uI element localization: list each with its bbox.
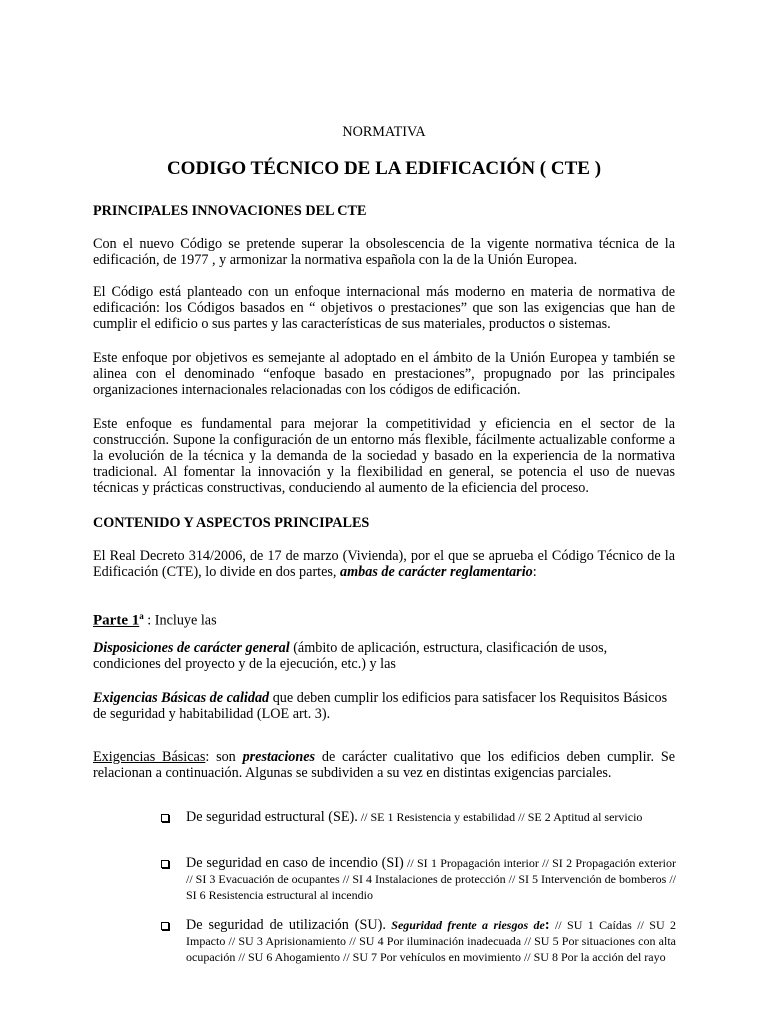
header-label: NORMATIVA: [342, 124, 426, 140]
disposiciones-emphasis: Disposiciones de carácter general: [93, 640, 290, 656]
list-item-text: [186, 917, 676, 965]
paragraph-parte-1: [93, 608, 675, 629]
exigencias-basicas-label: Exigencias Básicas: [93, 749, 206, 765]
parte-label: Parte 1: [93, 612, 140, 629]
paragraph-exigencias-calidad: [93, 690, 675, 722]
list-item-emphasis: Seguridad frente a riesgos de: [385, 918, 545, 932]
exigencias-basicas-text: de carácter cualitativo que los edificios deben cumplir. Se relacionan a continuación. Algunas se subdividen a su vez en distintas exigencias parciales.: [93, 749, 676, 781]
paragraph-intro: Con el nuevo Código se pretende superar la obsolescencia de la vigente normativa técnica de la edificación, de 1977 , y armonizar la normativa española con la de la Unión Europea.: [93, 236, 675, 268]
list-item-detail: // SE 1 Resistencia y estabilidad // SE 2 Aptitud al servicio: [357, 810, 643, 824]
exigencias-basicas-colon: : son: [205, 749, 243, 765]
real-decreto-colon: :: [532, 564, 537, 580]
checkbox-bullet-icon: [161, 814, 169, 822]
paragraph-objetivos: Este enfoque por objetivos es semejante al adoptado en el ámbito de la Unión Europea y también se alinea con el denominado “enfoque basado en prestaciones”, propugnado por las principales organizaciones internacionales relacionadas con los códigos de edificación.: [93, 350, 675, 398]
list-item-main: De seguridad estructural (SE).: [186, 809, 358, 825]
paragraph-enfoque: El Código está planteado con un enfoque internacional más moderno en materia de normativa de edificación: los Códigos basados en “ objetivos o prestaciones” que son las exigencias que han de cumplir el edificio o sus partes y las características de sus materiales, productos o sistemas.: [93, 284, 675, 332]
section-heading-contenido: CONTENIDO Y ASPECTOS PRINCIPALES: [93, 515, 370, 531]
prestaciones-emphasis: prestaciones: [242, 749, 316, 765]
list-item-text: [186, 855, 676, 903]
exigencias-text: que deben cumplir los edificios para satisfacer los Requisitos Básicos de seguridad y habitabilidad (LOE art. 3).: [93, 690, 668, 722]
checkbox-bullet-icon: [161, 860, 169, 868]
section-heading-innovaciones: PRINCIPALES INNOVACIONES DEL CTE: [93, 203, 367, 219]
list-item-colon: :: [544, 917, 550, 933]
paragraph-exigencias-basicas: [93, 749, 675, 781]
paragraph-competitividad: Este enfoque es fundamental para mejorar la competitividad y eficiencia en el sector de la construcción. Supone la configuración de un entorno más flexible, fácilmente actualizable conforme a la evolución de la técnica y la demanda de la sociedad y basado en la experiencia de la normativa tradicional. Al fomentar la innovación y la flexibilidad en general, se potencia el uso de nuevas técnicas y prácticas constructivas, conduciendo al aumento de la eficiencia del proceso.: [93, 416, 675, 496]
paragraph-disposiciones: [93, 640, 675, 672]
list-item-text: [186, 809, 676, 825]
parte-superscript: a: [139, 611, 144, 621]
parte-text: : Incluye las: [143, 612, 217, 629]
exigencias-emphasis: Exigencias Básicas de calidad: [93, 690, 270, 706]
list-item-main: De seguridad en caso de incendio (SI): [186, 855, 404, 871]
list-item-main: De seguridad de utilización (SU).: [186, 917, 386, 933]
page-title: CODIGO TÉCNICO DE LA EDIFICACIÓN ( CTE ): [166, 158, 602, 179]
list-item-detail: // SU 1 Caídas // SU 2 Impacto // SU 3 Aprisionamiento // SU 4 Por iluminación inadecuada // SU 5 Por situaciones con alta ocupación // SU 6 Ahogamiento // SU 7 Por vehículos en movimiento // SU 8 Por la acción del rayo: [186, 918, 677, 964]
paragraph-real-decreto: [93, 548, 675, 580]
real-decreto-emphasis: ambas de carácter reglamentario: [340, 564, 533, 580]
checkbox-bullet-icon: [161, 922, 169, 930]
disposiciones-text: (ámbito de aplicación, estructura, clasificación de usos, condiciones del proyecto y de la ejecución, etc.) y las: [93, 640, 608, 672]
list-item-detail: // SI 1 Propagación interior // SI 2 Propagación exterior // SI 3 Evacuación de ocupantes // SI 4 Instalaciones de protección // SI 5 Intervención de bomberos // SI 6 Resistencia estructural al incendio: [186, 856, 676, 902]
real-decreto-text: El Real Decreto 314/2006, de 17 de marzo (Vivienda), por el que se aprueba el Código Técnico de la Edificación (CTE), lo divide en dos partes,: [93, 548, 675, 580]
